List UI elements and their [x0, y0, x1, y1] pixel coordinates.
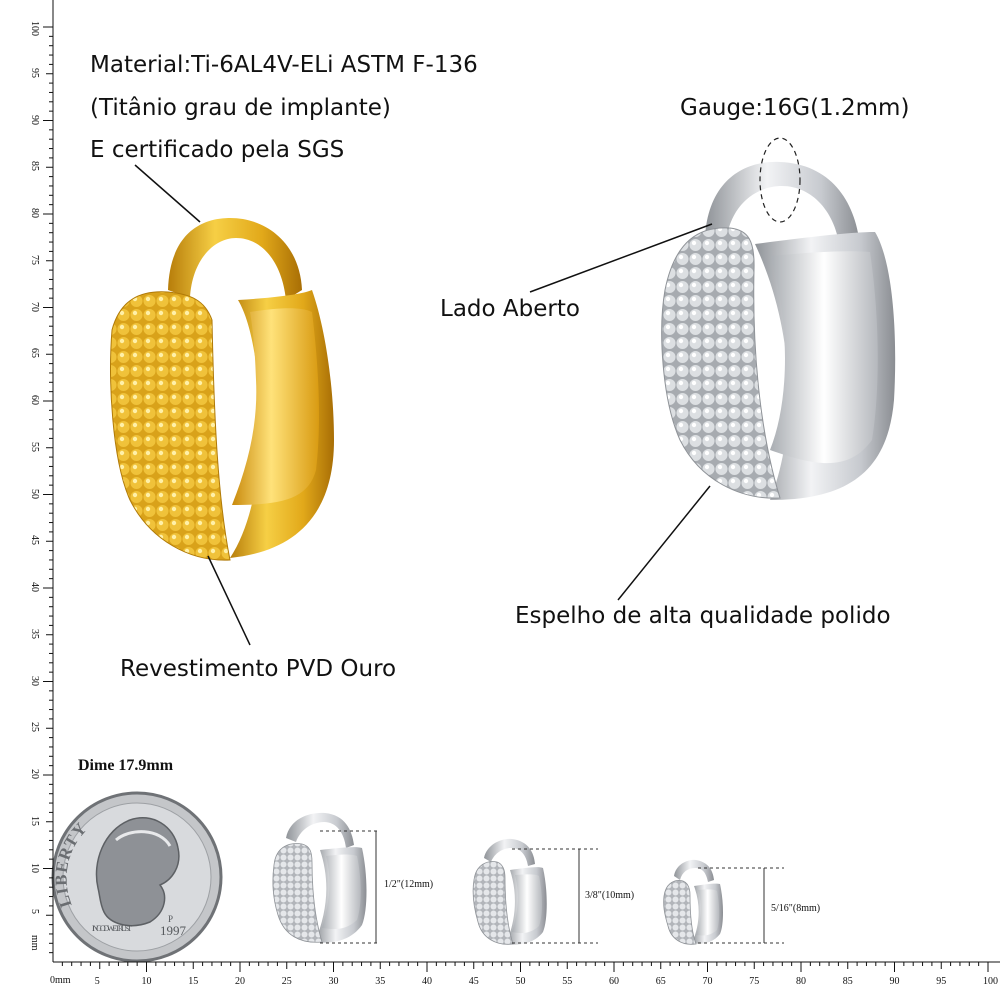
size-ring-10mm — [473, 839, 547, 945]
ruler-bottom-tick-label: 15 — [188, 976, 199, 987]
ruler-left-tick-label: 90 — [29, 114, 40, 125]
ruler-bottom-tick-label: 100 — [983, 976, 998, 987]
ruler-left-tick-label: 40 — [29, 582, 40, 592]
ruler-bottom — [53, 962, 1000, 972]
material-line-2: (Titânio grau de implante) — [90, 95, 391, 121]
ruler-bottom-tick-label: 25 — [281, 976, 292, 987]
ruler-bottom-tick-label: 55 — [562, 976, 573, 987]
coin-mint: P — [168, 914, 174, 924]
ruler-bottom-tick-label: 30 — [328, 976, 339, 987]
coin-word: LIBERTY — [51, 818, 92, 910]
ruler-bottom-tick-label: 20 — [235, 976, 245, 987]
ruler-bottom-tick-label: 65 — [655, 976, 666, 987]
ruler-bottom-tick-label: 85 — [842, 976, 853, 987]
ruler-bottom-tick-label: 75 — [749, 976, 760, 987]
ruler-bottom-tick-label: 45 — [468, 976, 479, 987]
ruler-left-tick-label: 70 — [29, 301, 40, 312]
ruler-left-tick-label: 65 — [29, 348, 40, 359]
gold-ring-image — [111, 218, 334, 560]
ruler-left-tick-label: 75 — [29, 254, 40, 265]
ruler-bottom-tick-label: 90 — [889, 976, 900, 987]
material-line-3: E certificado pela SGS — [90, 137, 345, 163]
ruler-left-tick-label: 5 — [29, 909, 40, 915]
ruler-left-tick-label: 30 — [29, 675, 40, 686]
ruler-bottom-tick-label: 80 — [796, 976, 806, 987]
ruler-bottom-tick-label: 70 — [702, 976, 713, 987]
pvd-coating-label: Revestimento PVD Ouro — [120, 656, 397, 682]
size-label-10mm: 3/8"(10mm) — [585, 890, 635, 901]
coin-motto: IN GOD WE TRUST — [92, 924, 132, 933]
mirror-polish-label: Espelho de alta qualidade polido — [515, 603, 891, 629]
material-line-1: Material:Ti-6AL4V-ELi ASTM F-136 — [90, 52, 478, 78]
ruler-left — [43, 0, 53, 962]
size-label-8mm: 5/16"(8mm) — [771, 903, 821, 914]
coin-year: 1997 — [160, 923, 186, 938]
ruler-unit-label: mm — [29, 935, 40, 951]
ruler-left-tick-label: 55 — [29, 441, 40, 452]
gauge-label: Gauge:16G(1.2mm) — [680, 95, 910, 121]
ruler-left-tick-label: 60 — [29, 395, 40, 405]
ruler-bottom-tick-label: 60 — [609, 976, 619, 987]
dime-label: Dime 17.9mm — [78, 757, 174, 774]
size-ring-8mm — [664, 860, 723, 944]
ruler-left-tick-label: 10 — [29, 862, 40, 873]
ruler-left-tick-label: 50 — [29, 488, 40, 499]
size-label-12mm: 1/2"(12mm) — [384, 879, 434, 890]
open-side-label: Lado Aberto — [440, 296, 580, 322]
ruler-left-tick-label: 35 — [29, 628, 40, 639]
ruler-bottom-tick-label: 10 — [141, 976, 152, 987]
ruler-left-tick-label: 100 — [29, 21, 40, 36]
ruler-bottom-tick-label: 35 — [375, 976, 386, 987]
ruler-left-tick-label: 85 — [29, 161, 40, 172]
silver-ring-image — [662, 138, 895, 500]
ruler-left-tick-label: 15 — [29, 815, 40, 826]
ruler-left-tick-label: 80 — [29, 208, 40, 218]
ruler-bottom-tick-label: 5 — [94, 976, 100, 987]
dime-coin — [53, 793, 221, 961]
ruler-bottom-tick-label: 40 — [422, 976, 432, 987]
ruler-bottom-tick-label: 50 — [515, 976, 526, 987]
ruler-left-tick-label: 20 — [29, 769, 40, 779]
ruler-origin-label: 0mm — [50, 975, 71, 986]
ruler-bottom-tick-label: 95 — [936, 976, 947, 987]
ruler-left-tick-label: 25 — [29, 722, 40, 733]
ruler-left-tick-label: 45 — [29, 535, 40, 546]
size-ring-12mm — [273, 813, 367, 943]
ruler-left-tick-label: 95 — [29, 67, 40, 78]
